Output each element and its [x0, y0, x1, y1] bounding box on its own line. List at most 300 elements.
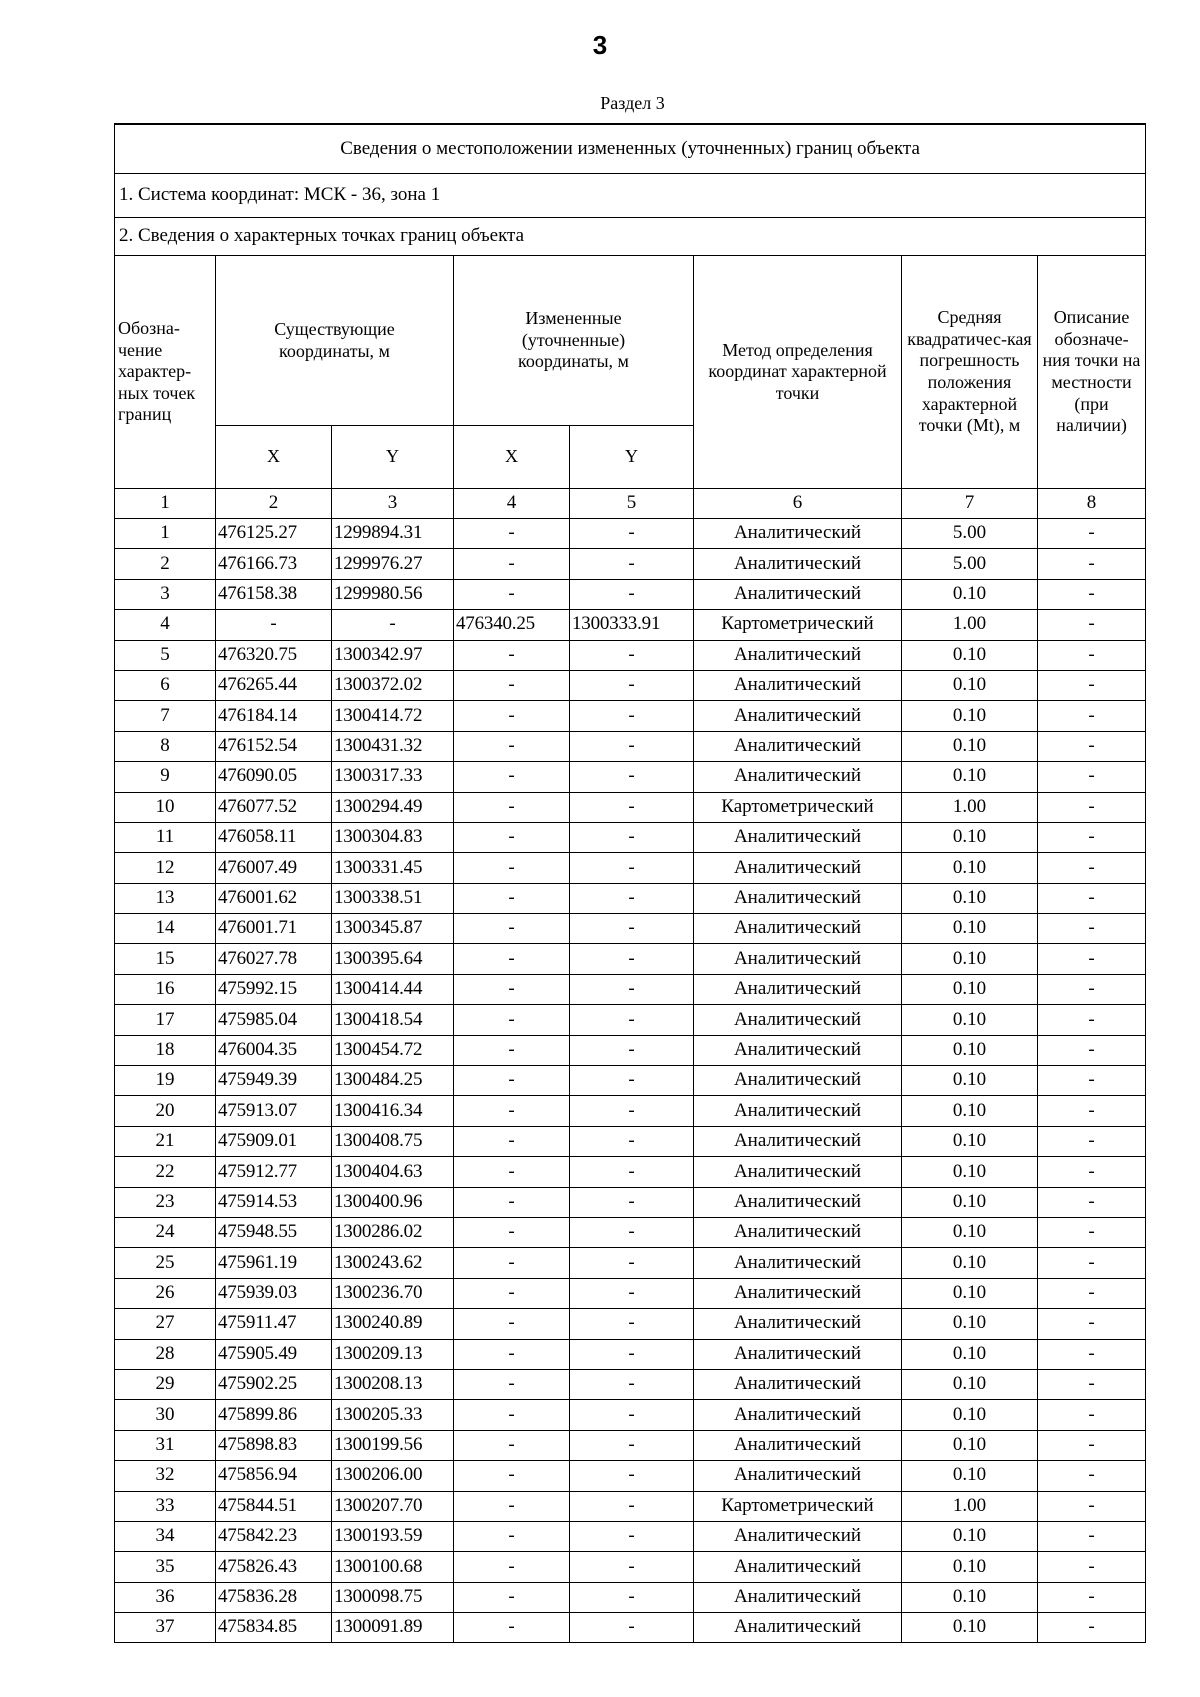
point-number-cell: 10 [115, 792, 216, 822]
existing-y-cell: 1299976.27 [332, 549, 454, 579]
changed-y-cell: - [570, 1187, 694, 1217]
method-cell: Аналитический [694, 549, 902, 579]
changed-x-cell: - [454, 762, 570, 792]
method-cell: Аналитический [694, 1309, 902, 1339]
existing-y-cell: 1300342.97 [332, 640, 454, 670]
method-cell: Аналитический [694, 1521, 902, 1551]
description-cell: - [1038, 1248, 1146, 1278]
column-number: 3 [332, 489, 454, 519]
existing-y-cell: - [332, 610, 454, 640]
mean-error-cell: 0.10 [902, 640, 1038, 670]
table-row [115, 610, 1146, 640]
changed-y-cell: - [570, 1552, 694, 1582]
changed-x-cell: - [454, 1339, 570, 1369]
changed-y-cell: - [570, 1096, 694, 1126]
table-row [115, 883, 1146, 913]
point-number-cell: 30 [115, 1400, 216, 1430]
table-row [115, 1369, 1146, 1399]
table-row [115, 731, 1146, 761]
column-number: 1 [115, 489, 216, 519]
method-cell: Аналитический [694, 640, 902, 670]
point-number-cell: 13 [115, 883, 216, 913]
changed-x-cell: - [454, 701, 570, 731]
mean-error-cell: 0.10 [902, 1126, 1038, 1156]
method-cell: Аналитический [694, 1187, 902, 1217]
existing-y-cell: 1300400.96 [332, 1187, 454, 1217]
existing-y-cell: 1300207.70 [332, 1491, 454, 1521]
header-existing-coords: Существующие координаты, м [216, 256, 454, 426]
point-number-cell: 29 [115, 1369, 216, 1399]
point-number-cell: 27 [115, 1309, 216, 1339]
changed-x-cell: - [454, 1096, 570, 1126]
changed-y-cell: - [570, 1309, 694, 1339]
description-cell: - [1038, 944, 1146, 974]
mean-error-cell: 0.10 [902, 1430, 1038, 1460]
description-cell: - [1038, 1491, 1146, 1521]
description-cell: - [1038, 1278, 1146, 1308]
table-row [115, 853, 1146, 883]
existing-y-cell: 1300098.75 [332, 1582, 454, 1612]
description-cell: - [1038, 1461, 1146, 1491]
point-number-cell: 3 [115, 579, 216, 609]
method-cell: Аналитический [694, 1217, 902, 1247]
changed-y-cell: - [570, 883, 694, 913]
point-number-cell: 22 [115, 1157, 216, 1187]
header-method: Метод определения координат характерной точки [694, 256, 902, 489]
method-cell: Аналитический [694, 1066, 902, 1096]
mean-error-cell: 0.10 [902, 1005, 1038, 1035]
existing-x-cell: 476001.62 [216, 883, 332, 913]
existing-y-cell: 1299894.31 [332, 519, 454, 549]
changed-x-cell: - [454, 1217, 570, 1247]
description-cell: - [1038, 1217, 1146, 1247]
existing-x-cell: 475939.03 [216, 1278, 332, 1308]
existing-x-cell: 476158.38 [216, 579, 332, 609]
method-cell: Аналитический [694, 1126, 902, 1156]
table-row [115, 549, 1146, 579]
changed-y-cell: - [570, 792, 694, 822]
existing-y-cell: 1300294.49 [332, 792, 454, 822]
changed-x-cell: - [454, 1521, 570, 1551]
method-cell: Аналитический [694, 1248, 902, 1278]
existing-x-cell: 475992.15 [216, 974, 332, 1004]
existing-y-cell: 1300206.00 [332, 1461, 454, 1491]
header-changed-x: X [454, 426, 570, 489]
table-row [115, 1430, 1146, 1460]
table-row [115, 1096, 1146, 1126]
column-number: 5 [570, 489, 694, 519]
point-number-cell: 14 [115, 914, 216, 944]
table-row [115, 1582, 1146, 1612]
table-row [115, 1339, 1146, 1369]
point-number-cell: 33 [115, 1491, 216, 1521]
point-number-cell: 28 [115, 1339, 216, 1369]
coordinate-system: 1. Система координат: МСК - 36, зона 1 [115, 174, 1146, 218]
mean-error-cell: 0.10 [902, 762, 1038, 792]
existing-y-cell: 1300414.72 [332, 701, 454, 731]
point-number-cell: 18 [115, 1035, 216, 1065]
header-mean-error: Средняя квадратичес-кая погрешность положения характерной точки (Mt), м [902, 256, 1038, 489]
description-cell: - [1038, 1613, 1146, 1643]
mean-error-cell: 0.10 [902, 914, 1038, 944]
header-existing-x: X [216, 426, 332, 489]
point-number-cell: 26 [115, 1278, 216, 1308]
point-number-cell: 23 [115, 1187, 216, 1217]
table-row [115, 1613, 1146, 1643]
method-cell: Аналитический [694, 1613, 902, 1643]
changed-x-cell: - [454, 1187, 570, 1217]
mean-error-cell: 0.10 [902, 1217, 1038, 1247]
point-number-cell: 19 [115, 1066, 216, 1096]
description-cell: - [1038, 1157, 1146, 1187]
method-cell: Аналитический [694, 519, 902, 549]
method-cell: Аналитический [694, 914, 902, 944]
description-cell: - [1038, 1187, 1146, 1217]
mean-error-cell: 0.10 [902, 670, 1038, 700]
mean-error-cell: 0.10 [902, 1552, 1038, 1582]
section-label: Раздел 3 [600, 93, 665, 113]
existing-y-cell: 1300345.87 [332, 914, 454, 944]
changed-x-cell: - [454, 822, 570, 852]
changed-y-cell: - [570, 1126, 694, 1156]
point-number-cell: 37 [115, 1613, 216, 1643]
existing-x-cell: 475826.43 [216, 1552, 332, 1582]
existing-x-cell: 475948.55 [216, 1217, 332, 1247]
point-number-cell: 35 [115, 1552, 216, 1582]
existing-x-cell: 475856.94 [216, 1461, 332, 1491]
changed-y-cell: - [570, 1491, 694, 1521]
changed-y-cell: - [570, 549, 694, 579]
table-row [115, 974, 1146, 1004]
description-cell: - [1038, 1339, 1146, 1369]
header-existing-y: Y [332, 426, 454, 489]
method-cell: Аналитический [694, 670, 902, 700]
table-row [115, 640, 1146, 670]
changed-y-cell: - [570, 579, 694, 609]
point-number-cell: 8 [115, 731, 216, 761]
mean-error-cell: 1.00 [902, 792, 1038, 822]
changed-y-cell: - [570, 670, 694, 700]
table-row [115, 1005, 1146, 1035]
changed-y-cell: - [570, 974, 694, 1004]
changed-y-cell: - [570, 1582, 694, 1612]
point-number-cell: 24 [115, 1217, 216, 1247]
description-cell: - [1038, 1066, 1146, 1096]
existing-x-cell: 476077.52 [216, 792, 332, 822]
table-row [115, 1521, 1146, 1551]
mean-error-cell: 0.10 [902, 1248, 1038, 1278]
existing-x-cell: 475844.51 [216, 1491, 332, 1521]
existing-x-cell: 475912.77 [216, 1157, 332, 1187]
existing-y-cell: 1300454.72 [332, 1035, 454, 1065]
table-row [115, 762, 1146, 792]
description-cell: - [1038, 883, 1146, 913]
existing-x-cell: 475899.86 [216, 1400, 332, 1430]
method-cell: Аналитический [694, 853, 902, 883]
method-cell: Аналитический [694, 1582, 902, 1612]
method-cell: Аналитический [694, 1339, 902, 1369]
table-row [115, 670, 1146, 700]
changed-y-cell: - [570, 640, 694, 670]
mean-error-cell: 0.10 [902, 944, 1038, 974]
method-cell: Аналитический [694, 1278, 902, 1308]
existing-y-cell: 1300331.45 [332, 853, 454, 883]
point-number-cell: 16 [115, 974, 216, 1004]
header-changed-y: Y [570, 426, 694, 489]
point-number-cell: 34 [115, 1521, 216, 1551]
changed-y-cell: - [570, 762, 694, 792]
point-number-cell: 11 [115, 822, 216, 852]
mean-error-cell: 0.10 [902, 701, 1038, 731]
boundary-points-table [114, 123, 1146, 1643]
changed-x-cell: - [454, 731, 570, 761]
changed-x-cell: - [454, 1066, 570, 1096]
description-cell: - [1038, 1126, 1146, 1156]
description-cell: - [1038, 1035, 1146, 1065]
changed-x-cell: - [454, 914, 570, 944]
existing-y-cell: 1300199.56 [332, 1430, 454, 1460]
changed-x-cell: - [454, 1400, 570, 1430]
table-row [115, 792, 1146, 822]
point-number-cell: 4 [115, 610, 216, 640]
changed-x-cell: - [454, 1157, 570, 1187]
method-cell: Картометрический [694, 1491, 902, 1521]
existing-x-cell: 476058.11 [216, 822, 332, 852]
column-number-row [115, 489, 1146, 519]
method-cell: Аналитический [694, 1552, 902, 1582]
method-cell: Картометрический [694, 792, 902, 822]
existing-x-cell: 475913.07 [216, 1096, 332, 1126]
changed-y-cell: 1300333.91 [570, 610, 694, 640]
existing-x-cell: 475842.23 [216, 1521, 332, 1551]
description-cell: - [1038, 579, 1146, 609]
existing-y-cell: 1300418.54 [332, 1005, 454, 1035]
point-number-cell: 12 [115, 853, 216, 883]
table-title: Сведения о местоположении измененных (уточненных) границ объекта [115, 124, 1146, 174]
point-number-cell: 36 [115, 1582, 216, 1612]
existing-y-cell: 1300193.59 [332, 1521, 454, 1551]
changed-y-cell: - [570, 1521, 694, 1551]
existing-y-cell: 1300431.32 [332, 731, 454, 761]
changed-x-cell: - [454, 974, 570, 1004]
point-number-cell: 15 [115, 944, 216, 974]
description-cell: - [1038, 822, 1146, 852]
changed-y-cell: - [570, 1248, 694, 1278]
method-cell: Аналитический [694, 731, 902, 761]
header-point-designation: Обозна-чение характер-ных точек границ [115, 256, 216, 489]
table-row [115, 1552, 1146, 1582]
changed-y-cell: - [570, 822, 694, 852]
changed-x-cell: - [454, 519, 570, 549]
changed-x-cell: - [454, 853, 570, 883]
method-cell: Аналитический [694, 1400, 902, 1430]
existing-y-cell: 1300317.33 [332, 762, 454, 792]
table-row [115, 1309, 1146, 1339]
mean-error-cell: 0.10 [902, 731, 1038, 761]
existing-x-cell: 475949.39 [216, 1066, 332, 1096]
mean-error-cell: 5.00 [902, 549, 1038, 579]
table-row [115, 1217, 1146, 1247]
existing-x-cell: 475902.25 [216, 1369, 332, 1399]
changed-x-cell: - [454, 792, 570, 822]
point-number-cell: 25 [115, 1248, 216, 1278]
existing-x-cell: 476090.05 [216, 762, 332, 792]
mean-error-cell: 0.10 [902, 1461, 1038, 1491]
changed-y-cell: - [570, 1613, 694, 1643]
changed-x-cell: - [454, 549, 570, 579]
existing-y-cell: 1300395.64 [332, 944, 454, 974]
changed-x-cell: - [454, 1005, 570, 1035]
point-number-cell: 31 [115, 1430, 216, 1460]
changed-x-cell: - [454, 1461, 570, 1491]
changed-y-cell: - [570, 1217, 694, 1247]
column-number: 2 [216, 489, 332, 519]
method-cell: Аналитический [694, 579, 902, 609]
table-row [115, 1248, 1146, 1278]
existing-y-cell: 1300484.25 [332, 1066, 454, 1096]
changed-x-cell: - [454, 1309, 570, 1339]
existing-x-cell: 476265.44 [216, 670, 332, 700]
method-cell: Аналитический [694, 822, 902, 852]
existing-y-cell: 1300100.68 [332, 1552, 454, 1582]
description-cell: - [1038, 974, 1146, 1004]
existing-y-cell: 1300414.44 [332, 974, 454, 1004]
description-cell: - [1038, 610, 1146, 640]
description-cell: - [1038, 1005, 1146, 1035]
mean-error-cell: 0.10 [902, 1035, 1038, 1065]
mean-error-cell: 0.10 [902, 1096, 1038, 1126]
mean-error-cell: 5.00 [902, 519, 1038, 549]
changed-x-cell: - [454, 944, 570, 974]
existing-x-cell: 475985.04 [216, 1005, 332, 1035]
description-cell: - [1038, 1309, 1146, 1339]
point-number-cell: 7 [115, 701, 216, 731]
existing-y-cell: 1300404.63 [332, 1157, 454, 1187]
existing-x-cell: 475834.85 [216, 1613, 332, 1643]
method-cell: Картометрический [694, 610, 902, 640]
mean-error-cell: 0.10 [902, 1339, 1038, 1369]
existing-x-cell: 476027.78 [216, 944, 332, 974]
method-cell: Аналитический [694, 1096, 902, 1126]
description-cell: - [1038, 701, 1146, 731]
changed-y-cell: - [570, 1339, 694, 1369]
mean-error-cell: 0.10 [902, 1187, 1038, 1217]
column-number: 7 [902, 489, 1038, 519]
method-cell: Аналитический [694, 701, 902, 731]
mean-error-cell: 0.10 [902, 1582, 1038, 1612]
changed-x-cell: - [454, 1035, 570, 1065]
existing-x-cell: 475961.19 [216, 1248, 332, 1278]
description-cell: - [1038, 1369, 1146, 1399]
existing-y-cell: 1300338.51 [332, 883, 454, 913]
changed-y-cell: - [570, 1430, 694, 1460]
method-cell: Аналитический [694, 883, 902, 913]
point-number-cell: 32 [115, 1461, 216, 1491]
changed-x-cell: - [454, 1126, 570, 1156]
existing-y-cell: 1300205.33 [332, 1400, 454, 1430]
table-row [115, 1187, 1146, 1217]
mean-error-cell: 0.10 [902, 883, 1038, 913]
method-cell: Аналитический [694, 1035, 902, 1065]
changed-y-cell: - [570, 853, 694, 883]
existing-y-cell: 1300304.83 [332, 822, 454, 852]
changed-x-cell: - [454, 1430, 570, 1460]
changed-y-cell: - [570, 944, 694, 974]
existing-x-cell: 476007.49 [216, 853, 332, 883]
changed-y-cell: - [570, 701, 694, 731]
existing-x-cell: 476004.35 [216, 1035, 332, 1065]
changed-x-cell: - [454, 1369, 570, 1399]
method-cell: Аналитический [694, 1369, 902, 1399]
changed-y-cell: - [570, 914, 694, 944]
column-number: 8 [1038, 489, 1146, 519]
existing-x-cell: 476184.14 [216, 701, 332, 731]
point-number-cell: 6 [115, 670, 216, 700]
table-row [115, 579, 1146, 609]
mean-error-cell: 0.10 [902, 1309, 1038, 1339]
method-cell: Аналитический [694, 762, 902, 792]
existing-y-cell: 1300286.02 [332, 1217, 454, 1247]
column-number: 6 [694, 489, 902, 519]
table-row [115, 1491, 1146, 1521]
point-number-cell: 2 [115, 549, 216, 579]
existing-x-cell: 476320.75 [216, 640, 332, 670]
existing-y-cell: 1300208.13 [332, 1369, 454, 1399]
mean-error-cell: 0.10 [902, 974, 1038, 1004]
table-row [115, 1461, 1146, 1491]
header-changed-coords: Измененные (уточненные) координаты, м [454, 256, 694, 426]
changed-y-cell: - [570, 731, 694, 761]
point-number-cell: 1 [115, 519, 216, 549]
method-cell: Аналитический [694, 1430, 902, 1460]
existing-x-cell: 475836.28 [216, 1582, 332, 1612]
method-cell: Аналитический [694, 974, 902, 1004]
description-cell: - [1038, 549, 1146, 579]
description-cell: - [1038, 1552, 1146, 1582]
existing-y-cell: 1300209.13 [332, 1339, 454, 1369]
table-row [115, 822, 1146, 852]
table-row [115, 1400, 1146, 1430]
column-number: 4 [454, 489, 570, 519]
existing-y-cell: 1300091.89 [332, 1613, 454, 1643]
changed-x-cell: - [454, 883, 570, 913]
table-row [115, 1066, 1146, 1096]
table-row [115, 1278, 1146, 1308]
points-caption: 2. Сведения о характерных точках границ объекта [115, 218, 1146, 256]
description-cell: - [1038, 762, 1146, 792]
description-cell: - [1038, 1521, 1146, 1551]
changed-x-cell: - [454, 1582, 570, 1612]
mean-error-cell: 0.10 [902, 1278, 1038, 1308]
existing-x-cell: 476125.27 [216, 519, 332, 549]
changed-y-cell: - [570, 519, 694, 549]
mean-error-cell: 0.10 [902, 1521, 1038, 1551]
mean-error-cell: 0.10 [902, 1613, 1038, 1643]
mean-error-cell: 0.10 [902, 579, 1038, 609]
description-cell: - [1038, 670, 1146, 700]
point-number-cell: 5 [115, 640, 216, 670]
table-row [115, 1035, 1146, 1065]
description-cell: - [1038, 731, 1146, 761]
mean-error-cell: 0.10 [902, 1400, 1038, 1430]
mean-error-cell: 0.10 [902, 1369, 1038, 1399]
mean-error-cell: 1.00 [902, 610, 1038, 640]
changed-x-cell: 476340.25 [454, 610, 570, 640]
existing-y-cell: 1300236.70 [332, 1278, 454, 1308]
existing-x-cell: 475909.01 [216, 1126, 332, 1156]
existing-x-cell: 475911.47 [216, 1309, 332, 1339]
page-number: 3 [592, 30, 608, 60]
